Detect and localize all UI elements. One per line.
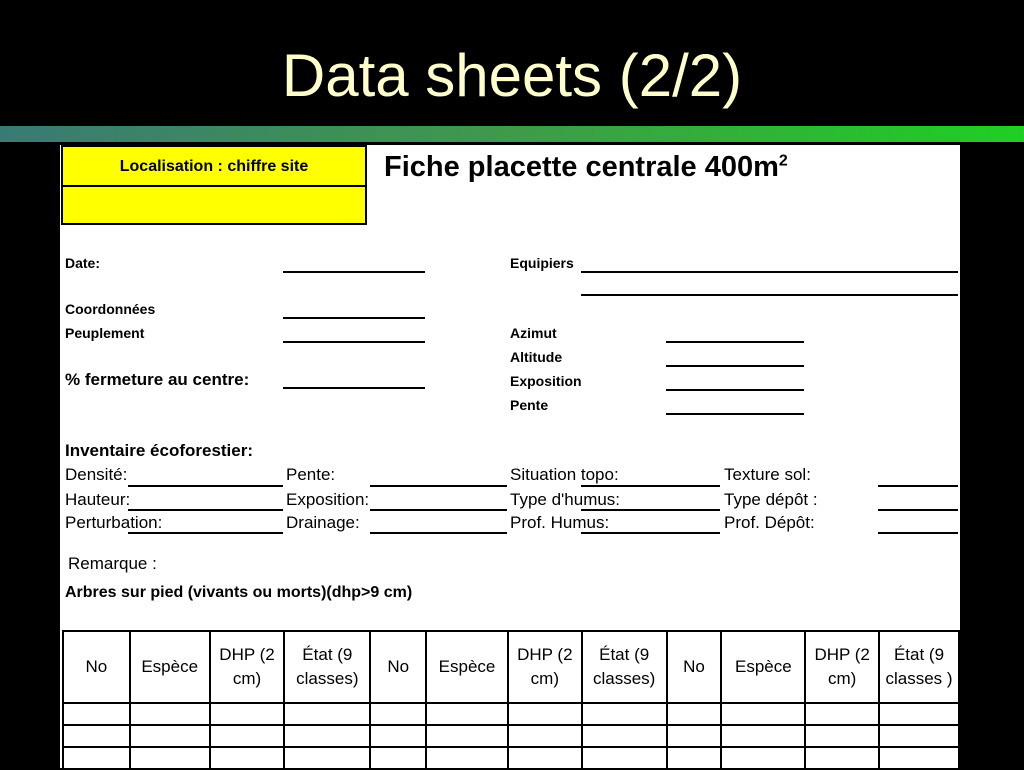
table-cell[interactable] bbox=[582, 703, 667, 725]
table-cell[interactable] bbox=[284, 747, 370, 769]
table-cell[interactable] bbox=[721, 725, 805, 747]
table-cell[interactable] bbox=[879, 747, 959, 769]
form-title-text: Fiche placette centrale 400m bbox=[384, 151, 779, 183]
table-cell[interactable] bbox=[63, 703, 130, 725]
table-cell[interactable] bbox=[210, 747, 285, 769]
table-header-cell: No bbox=[370, 631, 426, 703]
table-cell[interactable] bbox=[63, 725, 130, 747]
perturbation-label: Perturbation: bbox=[65, 513, 163, 532]
table-cell[interactable] bbox=[426, 703, 508, 725]
table-header-cell: DHP (2 cm) bbox=[508, 631, 582, 703]
table-row bbox=[63, 747, 959, 769]
peuplement-line[interactable] bbox=[283, 341, 425, 343]
table-header-row bbox=[63, 631, 959, 703]
equipiers-line-2[interactable] bbox=[581, 294, 958, 296]
texture-sol-line[interactable] bbox=[878, 485, 958, 487]
table-header-cell: Espèce bbox=[426, 631, 508, 703]
table-cell[interactable] bbox=[721, 747, 805, 769]
table-header-cell: Espèce bbox=[721, 631, 805, 703]
drainage-label: Drainage: bbox=[286, 513, 360, 532]
table-cell[interactable] bbox=[667, 747, 722, 769]
table-cell[interactable] bbox=[130, 703, 210, 725]
inventaire-title: Inventaire écoforestier: bbox=[65, 441, 254, 460]
hauteur-label: Hauteur: bbox=[65, 490, 131, 509]
table-cell[interactable] bbox=[370, 747, 426, 769]
table-cell[interactable] bbox=[370, 703, 426, 725]
date-label: Date: bbox=[65, 255, 101, 271]
table-header-cell: No bbox=[63, 631, 130, 703]
data-sheet bbox=[60, 145, 960, 768]
table-cell[interactable] bbox=[426, 725, 508, 747]
type-depot-line[interactable] bbox=[878, 509, 958, 511]
table-header-cell: DHP (2 cm) bbox=[210, 631, 285, 703]
table-cell[interactable] bbox=[284, 703, 370, 725]
fermeture-line[interactable] bbox=[283, 387, 425, 389]
inv-exposition-label: Exposition: bbox=[286, 490, 370, 509]
inv-pente-label: Pente: bbox=[286, 465, 336, 484]
drainage-line[interactable] bbox=[370, 532, 507, 534]
exposition-line[interactable] bbox=[666, 389, 804, 391]
table-cell[interactable] bbox=[508, 747, 582, 769]
exposition-label: Exposition bbox=[510, 373, 582, 389]
prof-humus-line[interactable] bbox=[581, 532, 720, 534]
form-title bbox=[384, 151, 788, 184]
localisation-box bbox=[61, 145, 367, 225]
table-cell[interactable] bbox=[426, 747, 508, 769]
table-header-cell: État (9 classes) bbox=[284, 631, 370, 703]
table-cell[interactable] bbox=[721, 703, 805, 725]
table-header-cell: DHP (2 cm) bbox=[805, 631, 879, 703]
localisation-label: Localisation : chiffre site bbox=[63, 147, 365, 187]
table-cell[interactable] bbox=[879, 725, 959, 747]
coordonnees-label: Coordonnées bbox=[65, 301, 156, 317]
table-cell[interactable] bbox=[879, 703, 959, 725]
table-header-cell: État (9 classes) bbox=[582, 631, 667, 703]
table-cell[interactable] bbox=[667, 703, 722, 725]
perturbation-line[interactable] bbox=[128, 532, 283, 534]
texture-sol-label: Texture sol: bbox=[724, 465, 811, 484]
table-row bbox=[63, 703, 959, 725]
equipiers-line-1[interactable] bbox=[581, 271, 958, 273]
altitude-label: Altitude bbox=[510, 349, 563, 365]
type-humus-line[interactable] bbox=[581, 509, 720, 511]
densite-label: Densité: bbox=[65, 465, 128, 484]
table-cell[interactable] bbox=[130, 725, 210, 747]
table-cell[interactable] bbox=[667, 725, 722, 747]
fermeture-label: % fermeture au centre: bbox=[65, 370, 250, 389]
prof-depot-line[interactable] bbox=[878, 532, 958, 534]
equipiers-label: Equipiers bbox=[510, 255, 574, 271]
peuplement-label: Peuplement bbox=[65, 325, 145, 341]
pente-label: Pente bbox=[510, 397, 549, 413]
table-cell[interactable] bbox=[210, 725, 285, 747]
pente-line[interactable] bbox=[666, 413, 804, 415]
date-line[interactable] bbox=[283, 271, 425, 273]
table-header-cell: État (9 classes ) bbox=[879, 631, 959, 703]
table-row bbox=[63, 725, 959, 747]
table-cell[interactable] bbox=[582, 747, 667, 769]
prof-humus-label: Prof. Humus: bbox=[510, 513, 610, 532]
type-depot-label: Type dépôt : bbox=[724, 490, 818, 509]
table-cell[interactable] bbox=[284, 725, 370, 747]
type-humus-label: Type d'humus: bbox=[510, 490, 621, 509]
table-cell[interactable] bbox=[370, 725, 426, 747]
hauteur-line[interactable] bbox=[128, 509, 283, 511]
table-cell[interactable] bbox=[805, 747, 879, 769]
coordonnees-line[interactable] bbox=[283, 317, 425, 319]
table-cell[interactable] bbox=[582, 725, 667, 747]
situation-topo-line[interactable] bbox=[581, 485, 720, 487]
densite-line[interactable] bbox=[128, 485, 283, 487]
situation-topo-label: Situation topo: bbox=[510, 465, 619, 484]
table-header-cell: Espèce bbox=[130, 631, 210, 703]
table-cell[interactable] bbox=[508, 725, 582, 747]
form-title-superscript: 2 bbox=[778, 152, 788, 170]
table-cell[interactable] bbox=[508, 703, 582, 725]
table-cell[interactable] bbox=[210, 703, 285, 725]
altitude-line[interactable] bbox=[666, 365, 804, 367]
inv-pente-line[interactable] bbox=[370, 485, 507, 487]
table-header-cell: No bbox=[667, 631, 722, 703]
arbres-title: Arbres sur pied (vivants ou morts)(dhp>9 cm) bbox=[65, 584, 413, 601]
table-cell[interactable] bbox=[130, 747, 210, 769]
slide-title: Data sheets (2/2) bbox=[281, 42, 743, 109]
inv-exposition-line[interactable] bbox=[370, 509, 507, 511]
table-cell[interactable] bbox=[63, 747, 130, 769]
azimut-label: Azimut bbox=[510, 325, 557, 341]
remarque-label: Remarque : bbox=[68, 554, 157, 573]
table-cell[interactable] bbox=[805, 703, 879, 725]
arbres-table bbox=[62, 630, 960, 770]
azimut-line[interactable] bbox=[666, 341, 804, 343]
prof-depot-label: Prof. Dépôt: bbox=[724, 513, 815, 532]
table-cell[interactable] bbox=[805, 725, 879, 747]
decorative-gradient-bar bbox=[0, 126, 1024, 142]
